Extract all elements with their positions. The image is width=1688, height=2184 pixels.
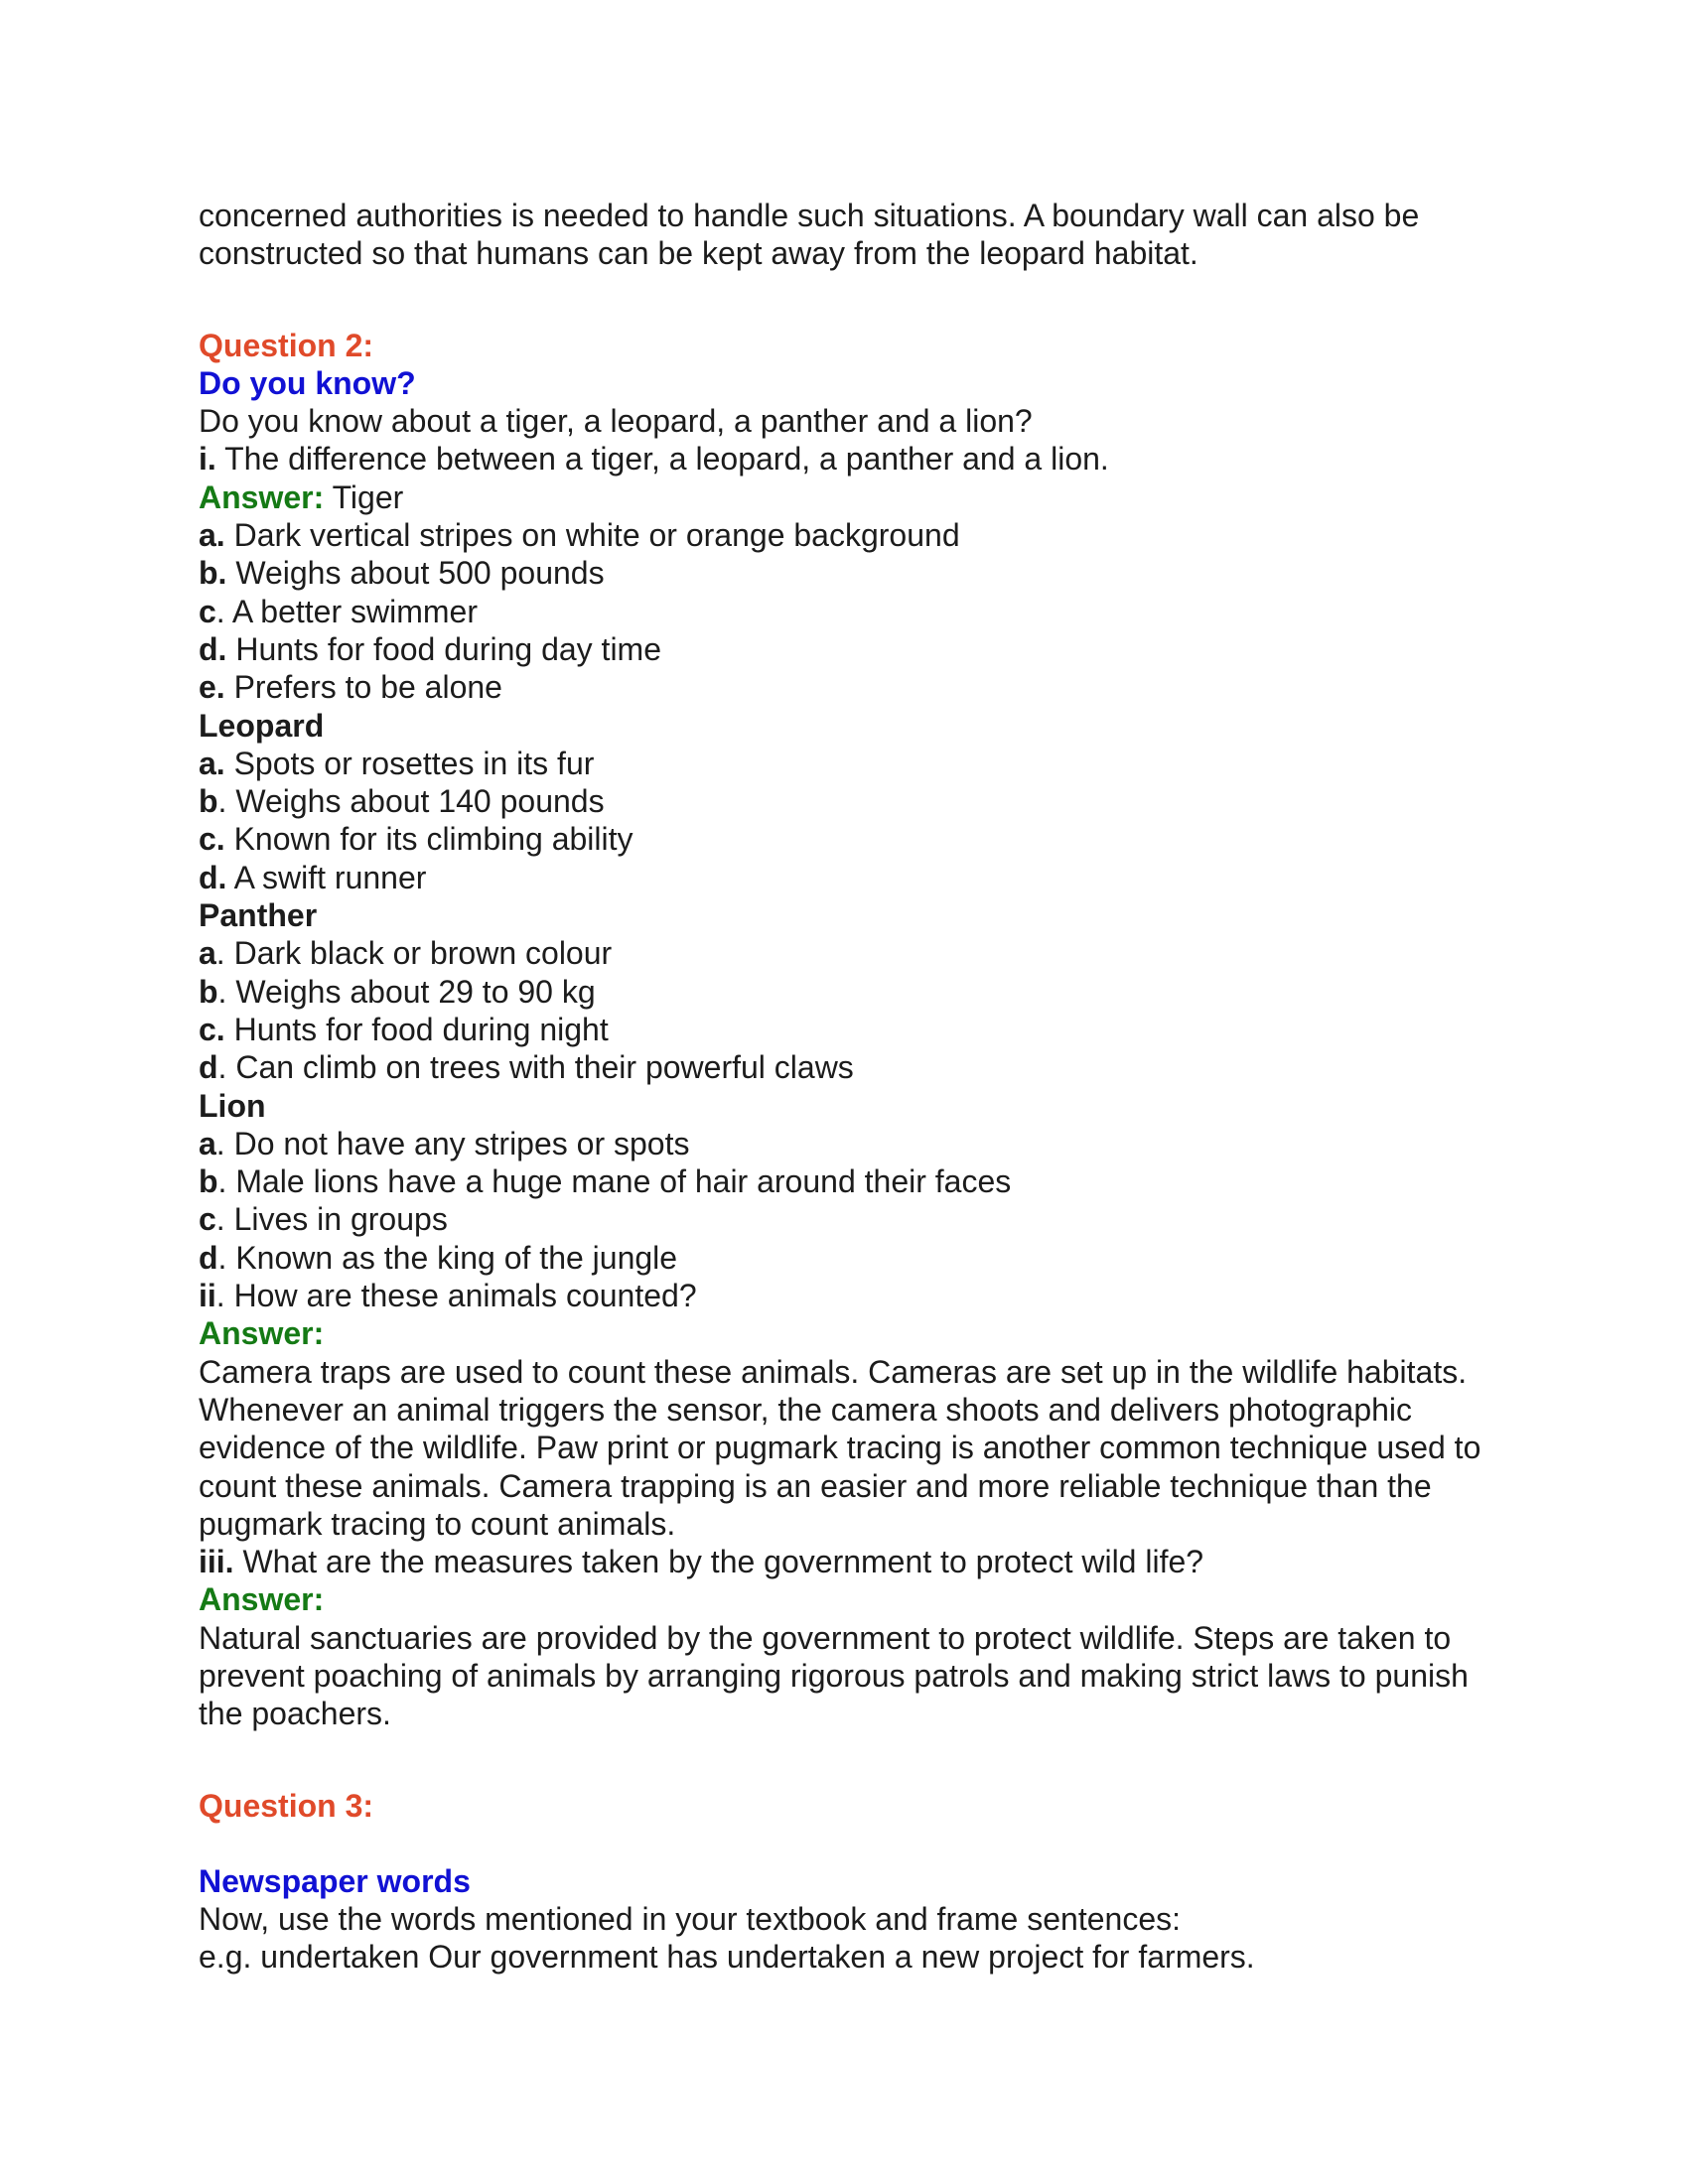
part-ii-answer-label: Answer: xyxy=(199,1315,325,1352)
part-iii-text: What are the measures taken by the government to protect wild life? xyxy=(233,1544,1204,1580)
item-letter: b xyxy=(199,783,218,820)
part-ii-number: ii xyxy=(199,1278,216,1314)
list-item xyxy=(199,1011,1519,1048)
item-letter: c xyxy=(199,1201,216,1238)
list-item xyxy=(199,1239,1519,1277)
list-item xyxy=(199,1125,1519,1162)
question-2-subheading: Do you know? xyxy=(199,364,416,401)
question-3-subheading: Newspaper words xyxy=(199,1862,471,1899)
intro-paragraph: concerned authorities is needed to handle such situations. A boundary wall can also be constructed so that humans can be kept away from the leopard habitat. xyxy=(199,198,1420,272)
part-ii-answer: Camera traps are used to count these animals. Cameras are set up in the wildlife habitats. Whenever an animal triggers the sensor, the camera shoots and delivers photographic evidence of the wildlife. Paw print or pugmark tracing is another common technique used to count these animals. Camera trapping is an easier and more reliable technique than the pugmark tracing to count animals. xyxy=(199,1353,1481,1542)
item-letter: b xyxy=(199,1163,218,1200)
item-text: Known for its climbing ability xyxy=(224,821,633,858)
item-text: . Can climb on trees with their powerful claws xyxy=(217,1049,854,1086)
list-item xyxy=(199,668,1519,706)
question-3-heading: Question 3: xyxy=(199,1787,374,1824)
list-item xyxy=(199,820,1519,858)
item-text: . Do not have any stripes or spots xyxy=(215,1125,690,1161)
item-letter: c. xyxy=(199,821,225,858)
item-letter: a. xyxy=(199,745,225,781)
item-letter: a xyxy=(199,1125,216,1161)
leopard-title: Leopard xyxy=(199,707,325,744)
part-i-line xyxy=(199,440,1519,478)
item-text: . Weighs about 29 to 90 kg xyxy=(217,973,596,1010)
list-item xyxy=(199,516,1519,554)
list-item xyxy=(199,859,1519,896)
document-page xyxy=(199,197,1519,1977)
item-text: Hunts for food during day time xyxy=(226,630,661,667)
item-text: Prefers to be alone xyxy=(224,669,502,706)
item-letter: a. xyxy=(199,517,225,554)
question-2-prompt: Do you know about a tiger, a leopard, a panther and a lion? xyxy=(199,403,1033,440)
item-text: . Male lions have a huge mane of hair around their faces xyxy=(217,1163,1012,1200)
item-letter: d xyxy=(199,1239,218,1276)
tiger-title: Tiger xyxy=(324,478,404,515)
item-text: . A better swimmer xyxy=(215,593,478,629)
list-item xyxy=(199,973,1519,1011)
part-iii-answer-label: Answer: xyxy=(199,1581,325,1618)
part-ii-text: . How are these animals counted? xyxy=(215,1278,697,1314)
list-item xyxy=(199,554,1519,592)
lion-title: Lion xyxy=(199,1087,266,1124)
part-ii-line xyxy=(199,1277,1519,1314)
item-letter: e. xyxy=(199,669,225,706)
item-text: A swift runner xyxy=(226,859,427,895)
item-letter: c xyxy=(199,593,216,629)
list-item xyxy=(199,782,1519,820)
question-3-prompt: Now, use the words mentioned in your textbook and frame sentences: xyxy=(199,1901,1181,1938)
item-text: . Weighs about 140 pounds xyxy=(217,783,605,820)
item-letter: b xyxy=(199,973,218,1010)
item-text: Hunts for food during night xyxy=(224,1011,609,1047)
list-item xyxy=(199,745,1519,782)
item-text: . Lives in groups xyxy=(215,1201,448,1238)
list-item xyxy=(199,1048,1519,1086)
item-letter: a xyxy=(199,935,216,972)
item-text: Weighs about 500 pounds xyxy=(226,555,605,592)
list-item xyxy=(199,1162,1519,1200)
item-letter: d. xyxy=(199,859,227,895)
list-item xyxy=(199,1200,1519,1238)
item-letter: b. xyxy=(199,555,227,592)
part-iii-answer: Natural sanctuaries are provided by the government to protect wildlife. Steps are taken to prevent poaching of animals by arranging rigorous patrols and making strict laws to punish the poachers. xyxy=(199,1619,1469,1732)
list-item xyxy=(199,630,1519,668)
item-text: Spots or rosettes in its fur xyxy=(224,745,595,781)
item-letter: d xyxy=(199,1049,218,1086)
question-3-example: e.g. undertaken Our government has undertaken a new project for farmers. xyxy=(199,1939,1255,1976)
part-i-text: The difference between a tiger, a leopard, a panther and a lion. xyxy=(215,441,1109,478)
item-letter: c. xyxy=(199,1011,225,1047)
answer-tiger-line xyxy=(199,478,1519,516)
question-2-heading: Question 2: xyxy=(199,327,374,363)
panther-title: Panther xyxy=(199,897,318,934)
item-text: Dark vertical stripes on white or orange background xyxy=(224,517,960,554)
list-item xyxy=(199,934,1519,972)
list-item xyxy=(199,593,1519,630)
answer-label: Answer: xyxy=(199,478,325,515)
part-i-number: i. xyxy=(199,441,216,478)
item-letter: d. xyxy=(199,630,227,667)
part-iii-number: iii. xyxy=(199,1544,234,1580)
part-iii-line xyxy=(199,1543,1519,1580)
item-text: . Dark black or brown colour xyxy=(215,935,613,972)
item-text: . Known as the king of the jungle xyxy=(217,1239,678,1276)
